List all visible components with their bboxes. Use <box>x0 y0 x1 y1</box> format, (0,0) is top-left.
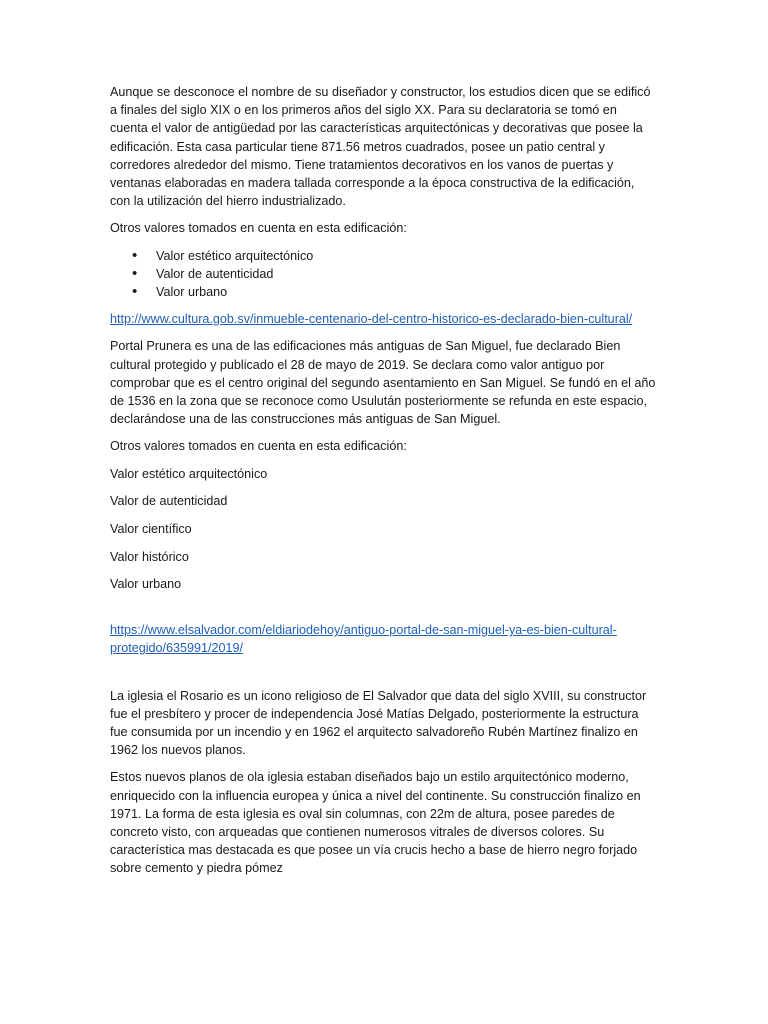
nuevos-planos-paragraph: Estos nuevos planos de ola iglesia estaban diseñados bajo un estilo arquitectónico moderno, enriquecido con la influencia europea y única a nivel del continente. Su construcción finalizo en 1971. La forma de esta iglesia es oval sin columnas, con 22m de altura, posee paredes de concreto visto, con arqueadas que contienen numerosos vitrales de diversos colores. Su característica mas destacada es que posee un vía crucis hecho a base de hierro negro forjado sobre cemento y piedra pómez <box>110 770 641 876</box>
elsalvador-link-paragraph <box>110 621 658 657</box>
blank-line <box>110 603 658 621</box>
list-item: • Valor urbano <box>156 283 658 301</box>
value-line: Valor estético arquitectónico <box>110 466 268 481</box>
values-intro-text: Otros valores tomados en cuenta en esta edificación: <box>110 221 407 236</box>
values-intro-text: Otros valores tomados en cuenta en esta edificación: <box>110 439 407 454</box>
value-line: Valor histórico <box>110 549 189 564</box>
list-item: • Valor estético arquitectónico <box>156 247 658 265</box>
document-body <box>110 83 658 887</box>
portal-prunera-paragraph: Portal Prunera es una de las edificaciones más antiguas de San Miguel, fue declarado Bien cultural protegido y publicado el 28 de mayo de 2019. Se declara como valor antiguo por comprobar que es el centro original del segundo asentamiento en San Miguel. Se fundó en el año de 1536 en la zona que se reconoce como Usulután posteriormente se refunda en este espacio, declarándose una de las construcciones más antiguas de San Miguel. <box>110 339 656 427</box>
casa-description-paragraph: Aunque se desconoce el nombre de su diseñador y constructor, los estudios dicen que se edificó a finales del siglo XIX o en los primeros años del siglo XX. Para su declaratoria se tomó en cuenta el valor de antigüedad por las características arquitectónicas y decorativas que posee la edificación. Esta casa particular tiene 871.56 metros cuadrados, posee un patio central y corredores alrededor del mismo. Tiene tratamientos decorativos en los vanos de puertas y ventanas elaboradas en madera tallada corresponde a la época constructiva de la edificación, con la utilización del hierro industrializado. <box>110 85 651 209</box>
iglesia-rosario-paragraph: La iglesia el Rosario es un icono religioso de El Salvador que data del siglo XVIII, su constructor fue el presbítero y procer de independencia José Matías Delgado, posteriormente la estructura fue consumida por un incendio y en 1962 el arquitecto salvadoreño Rubén Martínez finalizo en 1962 los nuevos planos. <box>110 688 647 758</box>
value-line: Valor científico <box>110 522 192 537</box>
value-line: Valor de autenticidad <box>110 494 228 509</box>
list-item: • Valor de autenticidad <box>156 265 658 283</box>
value-line: Valor urbano <box>110 577 182 592</box>
elsalvador-link[interactable]: https://www.elsalvador.com/eldiariodehoy/antiguo-portal-de-san-miguel-ya-es-bien-cultural-protegido/635991/2019/ <box>110 623 617 656</box>
values-bullet-list <box>110 247 658 302</box>
cultura-link[interactable]: http://www.cultura.gob.sv/inmueble-centenario-del-centro-historico-es-declarado-bien-cultural/ <box>110 312 633 327</box>
cultura-link-paragraph <box>110 310 658 328</box>
blank-line <box>110 667 658 687</box>
